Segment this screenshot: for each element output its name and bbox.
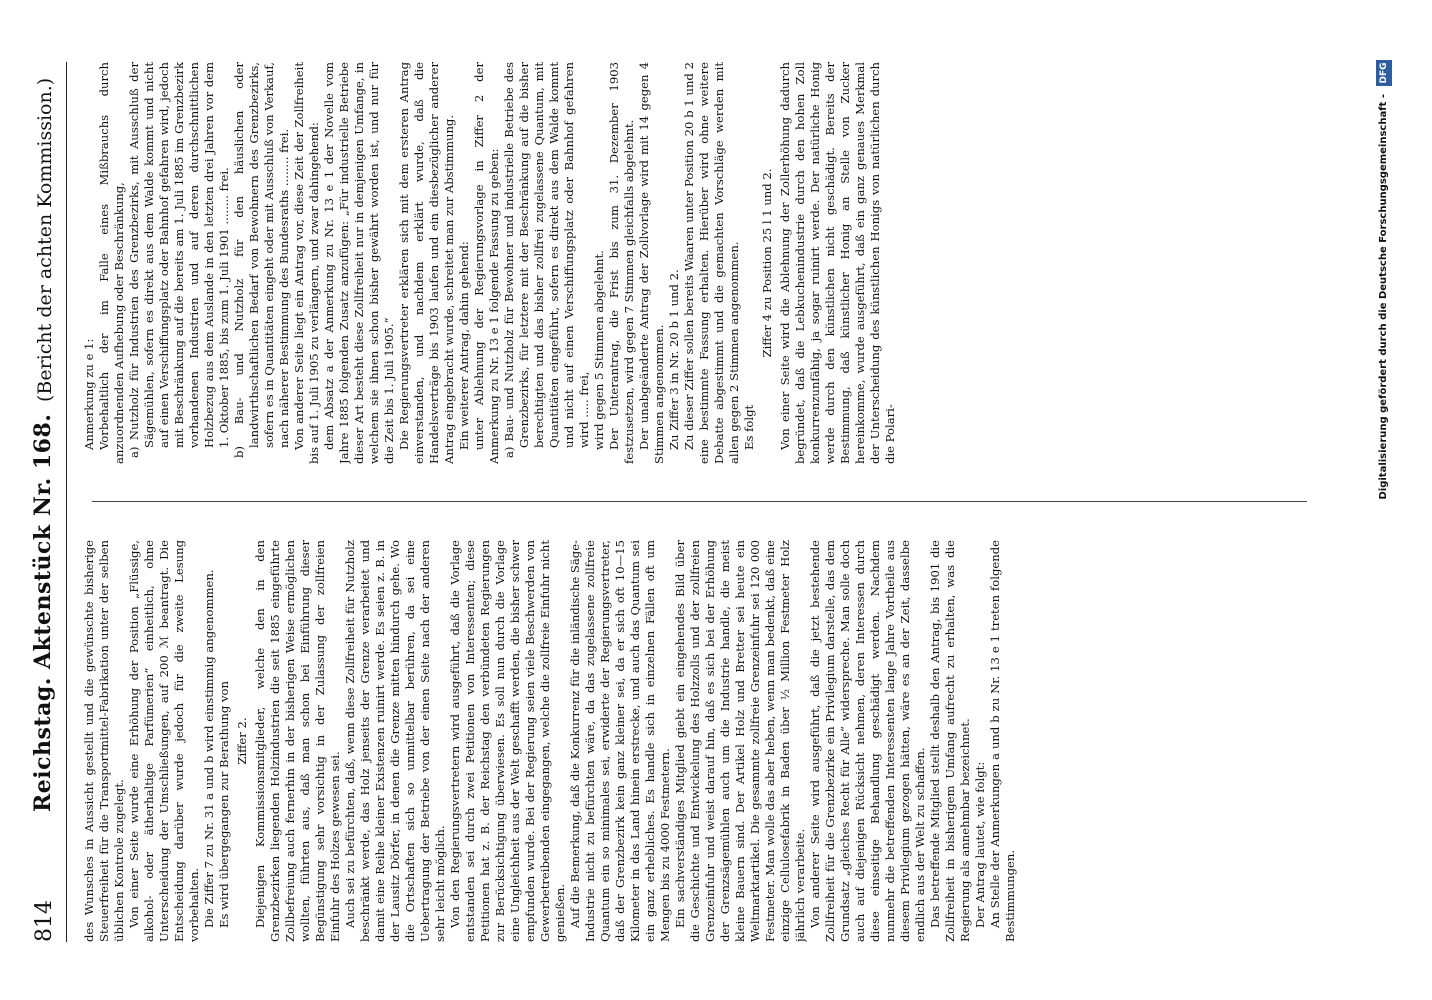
list-item: b) Bau- und Nutzholz für den häuslichen oder landwirthschaftlichen Bedarf von Bewohnern des Grenzbezirks, sofern es in Quantitäten eingeht oder mit Ausschluß von Verkauf, nach näherer Bestimmung des Bundesraths ........ frei. bbox=[232, 62, 291, 458]
list-item: a) Nutzholz für Industrien des Grenzbezirks, mit Ausschluß der Sägemühlen, sofern es direkt aus dem Walde kommt und nicht auf einen Verschiffungsplatz oder Bahnhof gefahren wird, jedoch mit Beschränkung auf die bereits am 1. Juli 1885 im Grenzbezirk vorhandenen Industrien und auf deren durchschnittlichen Holzbezug aus dem Auslande in den letzten drei Jahren vor dem 1. Oktober 1885, bis zum 1. Juli 1901 ........ frei. bbox=[127, 62, 231, 458]
digitization-note: Digitalisierung gefördert durch die Deutsche Forschungsgemeinschaft - bbox=[1378, 94, 1389, 500]
text-column-right bbox=[82, 62, 1322, 464]
paragraph: Von anderer Seite wird ausgeführt, daß die jetzt bestehende Zollfreiheit für die Grenzbezirke ein Privilegium darstelle, das dem Grundsatz „gleiches Recht für Alle“ widerspreche. Man solle doch auch auf diejenigen Rücksicht nehmen, deren Interessen durch diese einseitige Behandlung geschädigt werden. Nachdem nunmehr die betreffenden Interessenten lange Jahre Vortheile aus diesem Privilegium gezogen hätten, wäre es an der Zeit, dasselbe endlich aus der Welt zu schaffen. bbox=[808, 540, 927, 942]
paragraph: Ein weiterer Antrag, dahin gehend: bbox=[457, 241, 471, 450]
paragraph: Der unabgeänderte Antrag der Zollvorlage wird mit 14 gegen 4 Stimmen angenommen. bbox=[637, 62, 666, 464]
paragraph: wird gegen 5 Stimmen abgelehnt. bbox=[592, 250, 606, 450]
paragraph: unter Ablehnung der Regierungsvorlage in Ziffer 2 der Anmerkung zu Nr. 13 e 1 folgende Fassung zu geben: bbox=[472, 62, 501, 464]
paragraph: Die Ziffer 7 zu Nr. 31 a und b wird einstimmig angenommen. bbox=[202, 569, 216, 928]
paragraph: Anmerkung zu e 1: bbox=[82, 338, 96, 450]
section-heading: Ziffer 4 zu Position 25 l 1 und 2. bbox=[760, 168, 774, 358]
page-number: 814 bbox=[32, 900, 57, 942]
paragraph: An Stelle der Anmerkungen a und b zu Nr. 13 e 1 treten folgende Bestimmungen. bbox=[988, 540, 1017, 942]
page-footer bbox=[1376, 60, 1396, 960]
paragraph: Zu Ziffer 3 in Nr. 20 b 1 und 2. bbox=[667, 269, 681, 450]
paragraph: Der Antrag lautet, wie folgt: bbox=[973, 761, 987, 928]
running-title: Reichstag. Aktenstück Nr. 168. bbox=[30, 413, 56, 812]
paragraph: Auch sei zu befürchten, daß, wenn diese Zollfreiheit für Nutzholz beschränkt werde, das Holz jenseits der Grenze verarbeitet und damit eine Reihe kleiner Existenzen ruinirt werde. Es seien z. B. in der Lausitz Dörfer, in denen die Grenze mitten hindurch gehe. Wo die Ortschaften sich so unmittelbar berühren, da sei eine Uebertragung der Betriebe von der einen Seite nach der anderen sehr leicht möglich. bbox=[343, 540, 447, 942]
paragraph: Der Unterantrag, die Frist bis zum 31. Dezember 1903 festzusetzen, wird gegen 7 Stimmen gleichfalls abgelehnt. bbox=[607, 62, 636, 464]
paragraph: Es wird übergegangen zur Berathung von bbox=[217, 681, 231, 928]
paragraph: Von anderer Seite liegt ein Antrag vor, diese Zeit der Zollfreiheit bis auf 1. Juli 1905 zu verlängern, und zwar dahingehend: bbox=[292, 62, 321, 464]
paragraph: Von den Regierungsvertretern wird ausgeführt, daß die Vorlage entstanden sei durch zwei Petitionen von Interessenten; diese Petitionen hat z. B. der Reichstag den verbündeten Regierungen zur Berücksichtigung überwiesen. Es soll nun durch die Vorlage eine Ungleichheit aus der Welt geschafft werden, die bisher schwer empfunden wurde. Bei der Regierung seien viele Beschwerden von Gewerbetreibenden eingegangen, welche die zollfreie Einfuhr nicht genießen. bbox=[448, 540, 567, 942]
paragraph: Auf die Bemerkung, daß die Konkurrenz für die inländische Säge-Industrie nicht zu befürchten wäre, da das zugelassene zollfreie Quantum ein so minimales sei, erwiderte der Regierungsvertreter, daß der Grenzbezirk kein ganz kleiner sei, da er sich oft 10—15 Kilometer in das Land hinein erstrecke, und auch das Quantum sei ein ganz erhebliches. Es handle sich in einzelnen Fällen oft um Mengen bis zu 4000 Festmetern. bbox=[568, 540, 672, 942]
text-column-left bbox=[82, 540, 1322, 942]
paragraph: Von einer Seite wird die Ablehnung der Zollerhöhung dadurch begründet, daß die Lebkuchenindustrie durch den hohen Zoll konkurrenzunfähig, ja sogar ruinirt werde. Der natürliche Honig werde durch den künstlichen nicht geschädigt. Bereits der Bestimmung, daß künstlicher Honig an Stelle von Zucker hereinkomme, wurde ausgeführt, daß ein ganz genaues Merkmal der Unterscheidung des künstlichen Honigs von natürlichen durch die Polari- bbox=[778, 62, 897, 464]
section-title: (Bericht der achten Kommission.) bbox=[34, 77, 56, 402]
paragraph: des Wunsches in Aussicht gestellt und die gewünschte bisherige Steuerfreiheit für die Transportmittel-Fabrikation unter der selben üblichen Kontrole zugelegt. bbox=[82, 540, 126, 942]
paragraph: Zu dieser Ziffer sollen bereits Waaren unter Position 20 b 1 und 2 eine bestimmte Fassung erhalten. Hierüber wird ohne weitere Debatte abgestimmt und die gemachten Vorschläge werden mit allen gegen 2 Stimmen angenommen. bbox=[682, 62, 741, 464]
paragraph: Es folgt bbox=[742, 404, 756, 450]
paragraph: Die Regierungsvertreter erklären sich mit dem ersteren Antrag einverstanden, und nachdem erklärt wurde, daß die Handelsverträge bis 1903 laufen und ein diesbezüglicher anderer Antrag eingebracht wurde, schreitet man zur Abstimmung. bbox=[397, 62, 456, 464]
column-divider bbox=[92, 501, 1307, 502]
section-heading: Ziffer 2. bbox=[235, 717, 249, 765]
paragraph: Ein sachverständiges Mitglied giebt ein eingehendes Bild über die Geschichte und Entwickelung des Holzzolls und der zollfreien Grenzeinfuhr und weist darauf hin, daß es sich bei der Erhöhung der Grenzsägemühlen auch um die Industrie handle, die meist kleine Bauern sind. Der Artikel Holz und Bretter sei heute ein Weltmarktartikel. Die gesammte zollfreie Grenzeinfuhr sei 120 000 Festmeter. Man wolle das aber heben, wenn man bedenkt, daß eine einzige Cellulosefabrik in Baden über ½ Million Festmeter Holz jährlich verarbeite. bbox=[673, 540, 807, 942]
dfg-logo: DFG bbox=[1376, 60, 1392, 86]
page-header bbox=[28, 62, 67, 942]
paragraph: Von einer Seite wurde eine Erhöhung der Position „Flüssige, alkohol- oder ätherhaltige Parfümerien“ einheitlich, ohne Unterscheidung der Umschließungen, auf 200 ℳ beantragt. Die Entscheidung darüber wurde jedoch für die zweite Lesung vorbehalten. bbox=[127, 540, 201, 942]
paragraph: Das betreffende Mitglied stellt deshalb den Antrag, bis 1901 die Zollfreiheit in bisherigem Umfang aufrecht zu erhalten, was die Regierung als annehmbar bezeichnet. bbox=[928, 540, 972, 942]
paragraph: Diejenigen Kommissionsmitglieder, welche den in den Grenzbezirken liegenden Holzindustrien die seit 1885 eingeführte Zollbefreiung auch fernerhin in der bisherigen Weise ermöglichen wollten, führten aus, daß man schon bei Einführung dieser Begünstigung sehr vorsichtig in der Zulassung der zollfreien Einfuhr des Holzes gewesen sei. bbox=[253, 540, 342, 942]
paragraph: dem Absatz a der Anmerkung zu Nr. 13 e 1 der Novelle vom Jahre 1885 folgenden Zusatz anzufügen: „Für industrielle Betriebe dieser Art besteht diese Zollfreiheit nur in demjenigen Umfange, in welchem sie ihnen schon bisher gewährt worden ist, und nur für die Zeit bis 1. Juli 1905.“ bbox=[322, 62, 396, 464]
paragraph: Vorbehaltlich der im Falle eines Mißbrauchs durch anzuordnenden Aufhebung oder Beschränkung, bbox=[97, 62, 126, 464]
list-item: a) Bau- und Nutzholz für Bewohner und industrielle Betriebe des Grenzbezirks, für letztere mit der Beschränkung auf die bisher berechtigten und das bisher zollfrei zugelassene Quantum, mit Quantitäten eingeführt, sofern es direkt aus dem Walde kommt und nicht auf einen Verschiffungsplatz oder Bahnhof gefahren wird ..... frei, bbox=[502, 62, 591, 458]
